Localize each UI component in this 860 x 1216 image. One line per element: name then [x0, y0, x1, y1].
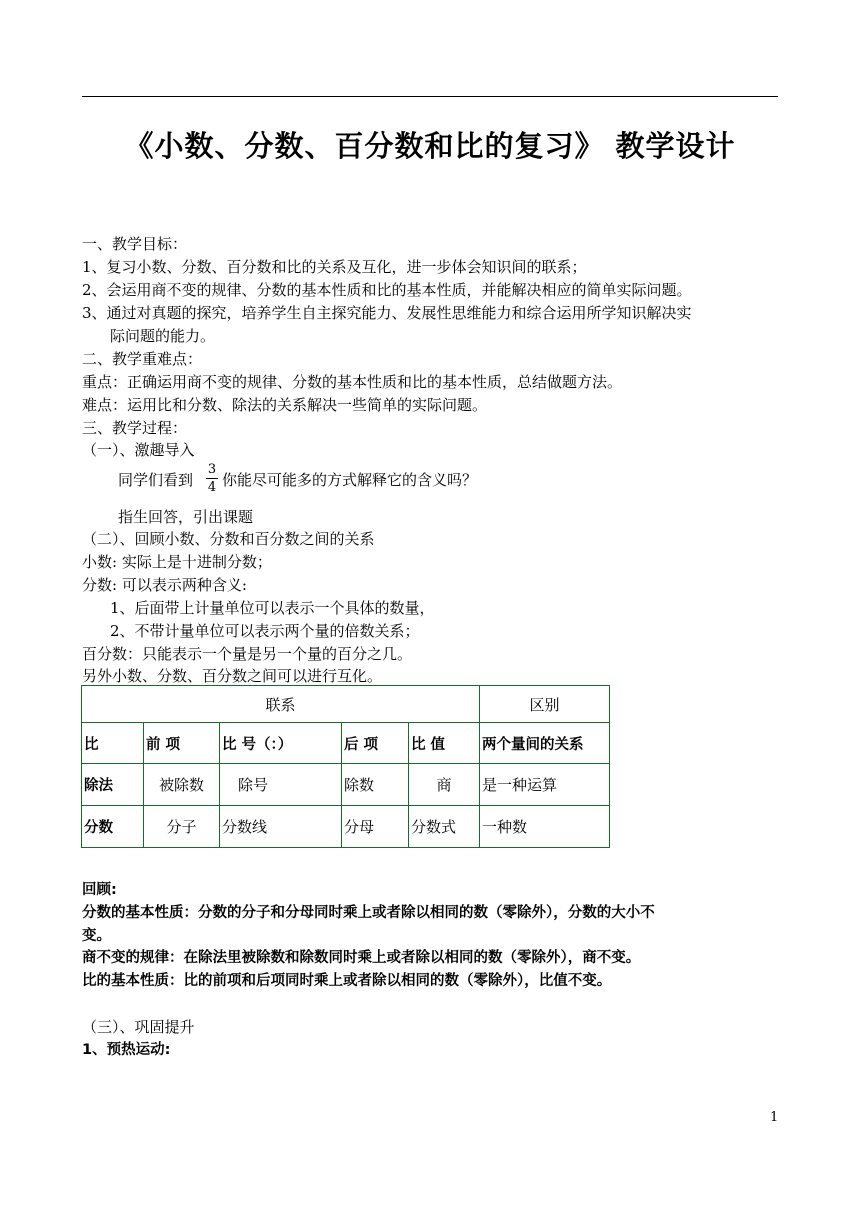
- part1-heading: （一）、激趣导入: [82, 441, 195, 459]
- comparison-table: [81, 685, 610, 848]
- part3-item-1: 1、预热运动:: [82, 1042, 171, 1058]
- fraction-meaning-1: 1、后面带上计量单位可以表示一个具体的数量，: [110, 599, 435, 617]
- objective-item-2: 2、会运用商不变的规律、分数的基本性质和比的基本性质，并能解决相应的简单实际问题。: [82, 281, 692, 299]
- table-cell: 除号: [220, 764, 342, 806]
- fraction-meaning-2: 2、不带计量单位可以表示两个量的倍数关系；: [110, 622, 420, 640]
- table-cell: 除数: [342, 764, 409, 806]
- objective-item-3: 3、通过对真题的探究，培养学生自主探究能力、发展性思维能力和综合运用所学知识解决实: [82, 304, 692, 322]
- fraction-three-quarters: [206, 462, 218, 495]
- table-cell: 比: [82, 723, 144, 764]
- table-cell: 商: [409, 764, 480, 806]
- table-cell: 比 值: [409, 723, 480, 764]
- fraction-numerator: 3: [207, 462, 217, 477]
- part2-heading: （二）、回顾小数、分数和百分数之间的关系: [82, 530, 375, 548]
- section-process-heading: 三、教学过程：: [82, 419, 188, 437]
- table-row: [82, 806, 610, 848]
- table-row: [82, 764, 610, 806]
- review-ratio-property: 比的基本性质：比的前项和后项同时乘上或者除以相同的数（零除外），比值不变。: [82, 973, 612, 989]
- table-header-row: [82, 686, 610, 723]
- question-prefix: 同学们看到: [118, 471, 194, 489]
- review-heading: 回顾:: [82, 882, 117, 898]
- table-cell: 前 项: [144, 723, 220, 764]
- header-connection: 联系: [82, 686, 480, 723]
- question-suffix: 你能尽可能多的方式解释它的含义吗？: [222, 471, 478, 489]
- review-quotient-rule: 商不变的规律：在除法里被除数和除数同时乘上或者除以相同的数（零除外），商不变。: [82, 950, 641, 966]
- answer-note: 指生回答，引出课题: [118, 508, 254, 526]
- table-cell: 分数式: [409, 806, 480, 848]
- table-cell: 是一种运算: [480, 764, 610, 806]
- fraction-denominator: 4: [207, 480, 217, 495]
- conversion-note: 另外小数、分数、百分数之间可以进行互化。: [82, 667, 383, 685]
- header-rule: [82, 96, 778, 97]
- section-keypoints-heading: 二、教学重难点：: [82, 350, 203, 368]
- table-cell: 两个量间的关系: [480, 723, 610, 764]
- review-fraction-property: 分数的基本性质：分数的分子和分母同时乘上或者除以相同的数（零除外），分数的大小不: [82, 905, 655, 921]
- table-cell: 比 号（：）: [220, 723, 342, 764]
- fraction-bar: [206, 478, 218, 479]
- part3-heading: （三）、巩固提升: [82, 1018, 195, 1036]
- table-cell: 除法: [82, 764, 144, 806]
- document-title: 《小数、分数、百分数和比的复习》 教学设计: [124, 129, 736, 163]
- fraction-definition: 分数: 可以表示两种含义:: [82, 576, 247, 594]
- objective-item-1: 1、复习小数、分数、百分数和比的关系及互化，进一步体会知识间的联系；: [82, 258, 587, 276]
- key-point: 重点：正确运用商不变的规律、分数的基本性质和比的基本性质，总结做题方法。: [82, 373, 623, 391]
- difficult-point: 难点：运用比和分数、除法的关系解决一些简单的实际问题。: [82, 396, 488, 414]
- table-cell: 一种数: [480, 806, 610, 848]
- table-cell: 被除数: [144, 764, 220, 806]
- table-row: [82, 723, 610, 764]
- decimal-definition: 小数: 实际上是十进制分数；: [82, 553, 272, 571]
- table-cell: 分数: [82, 806, 144, 848]
- table-cell: 后 项: [342, 723, 409, 764]
- review-fraction-property-cont: 变。: [82, 928, 111, 944]
- table-cell: 分数线: [220, 806, 342, 848]
- table-cell: 分子: [144, 806, 220, 848]
- section-objectives-heading: 一、教学目标：: [82, 235, 188, 253]
- table-cell: 分母: [342, 806, 409, 848]
- header-difference: 区别: [480, 686, 610, 723]
- page-number: 1: [770, 1110, 779, 1125]
- percent-definition: 百分数：只能表示一个量是另一个量的百分之几。: [82, 645, 413, 663]
- objective-item-3-cont: 际问题的能力。: [110, 327, 216, 345]
